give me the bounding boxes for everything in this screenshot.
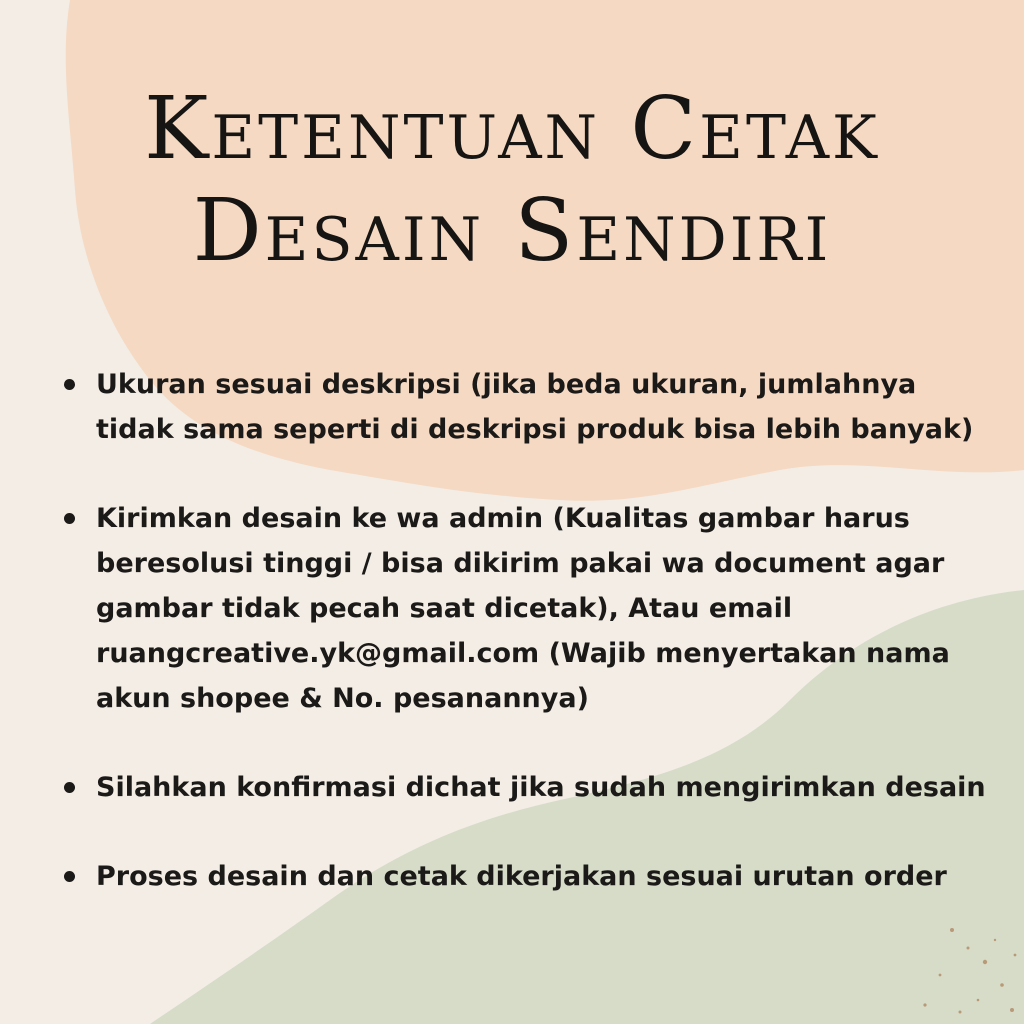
list-item-text: Kirimkan desain ke wa admin (Kualitas gambar harus beresolusi tinggi / bisa dikirim pakai wa document agar gambar tidak pecah saat dicetak), Atau email ruangcreative.yk@gmail.com (Wajib menyertakan nama akun shopee & No. pesanannya) [96, 503, 950, 714]
list-item-text: Proses desain dan cetak dikerjakan sesuai urutan order [96, 861, 947, 892]
terms-list [64, 362, 994, 943]
list-item-text: Ukuran sesuai deskripsi (jika beda ukuran, jumlahnya tidak sama seperti di deskripsi produk bisa lebih banyak) [96, 369, 974, 445]
bullet-icon [64, 379, 75, 390]
bullet-icon [64, 871, 75, 882]
list-item [64, 362, 994, 452]
list-item [64, 765, 994, 810]
page-title [0, 78, 1024, 282]
bullet-icon [64, 782, 75, 793]
list-item [64, 496, 994, 721]
list-item-text: Silahkan konfirmasi dichat jika sudah mengirimkan desain [96, 772, 986, 803]
list-item [64, 854, 994, 899]
bullet-icon [64, 513, 75, 524]
title-line-2: Desain Sendiri [192, 181, 832, 281]
title-line-1: Ketentuan Cetak [144, 79, 880, 179]
